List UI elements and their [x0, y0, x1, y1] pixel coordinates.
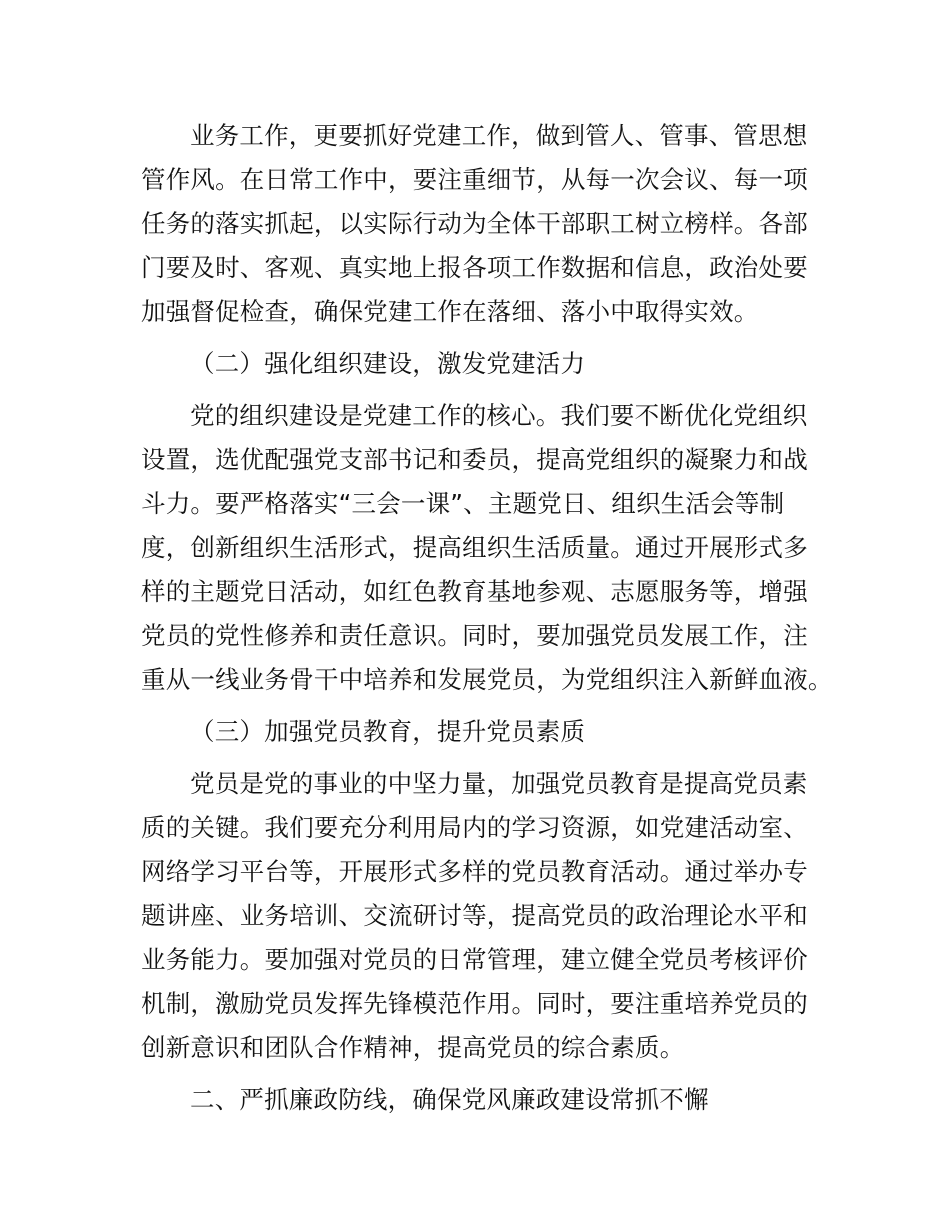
paragraph-2-line-4: 度，创新组织生活形式，提高组织生活质量。通过开展形式多	[141, 533, 808, 562]
paragraph-1-line-2: 管作风。在日常工作中，要注重细节，从每一次会议、每一项	[141, 165, 808, 194]
paragraph-2-line-1: 党的组织建设是党建工作的核心。我们要不断优化党组织	[190, 401, 808, 430]
section-heading-2: （二）强化组织建设，激发党建活力	[190, 349, 586, 378]
paragraph-3-line-7: 创新意识和团队合作精神，提高党员的综合素质。	[141, 1033, 685, 1062]
paragraph-2-line-6: 党员的党性修养和责任意识。同时，要加强党员发展工作，注	[141, 621, 808, 650]
paragraph-2-line-3: 斗力。要严格落实“三会一课”、主题党日、组织生活会等制	[141, 489, 785, 518]
paragraph-1-line-1: 业务工作，更要抓好党建工作，做到管人、管事、管思想	[190, 121, 808, 150]
paragraph-3-line-2: 质的关键。我们要充分利用局内的学习资源，如党建活动室、	[141, 813, 808, 842]
paragraph-3-line-1: 党员是党的事业的中坚力量，加强党员教育是提高党员素	[190, 769, 808, 798]
paragraph-2-line-7: 重从一线业务骨干中培养和发展党员，为党组织注入新鲜血液。	[141, 665, 833, 694]
paragraph-2-line-5: 样的主题党日活动，如红色教育基地参观、志愿服务等，增强	[141, 577, 808, 606]
paragraph-3-line-5: 业务能力。要加强对党员的日常管理，建立健全党员考核评价	[141, 945, 808, 974]
section-heading-3: （三）加强党员教育，提升党员素质	[190, 717, 586, 746]
paragraph-3-line-3: 网络学习平台等，开展形式多样的党员教育活动。通过举办专	[141, 857, 808, 886]
paragraph-3-line-4: 题讲座、业务培训、交流研讨等，提高党员的政治理论水平和	[141, 901, 808, 930]
paragraph-1-line-5: 加强督促检查，确保党建工作在落细、落小中取得实效。	[141, 297, 759, 326]
paragraph-3-line-6: 机制，激励党员发挥先锋模范作用。同时，要注重培养党员的	[141, 989, 808, 1018]
paragraph-1-line-4: 门要及时、客观、真实地上报各项工作数据和信息，政治处要	[141, 253, 808, 282]
paragraph-1-line-3: 任务的落实抓起，以实际行动为全体干部职工树立榜样。各部	[141, 209, 808, 238]
paragraph-2-line-2: 设置，选优配强党支部书记和委员，提高党组织的凝聚力和战	[141, 445, 808, 474]
main-section-heading: 二、严抓廉政防线，确保党风廉政建设常抓不懈	[190, 1085, 709, 1114]
